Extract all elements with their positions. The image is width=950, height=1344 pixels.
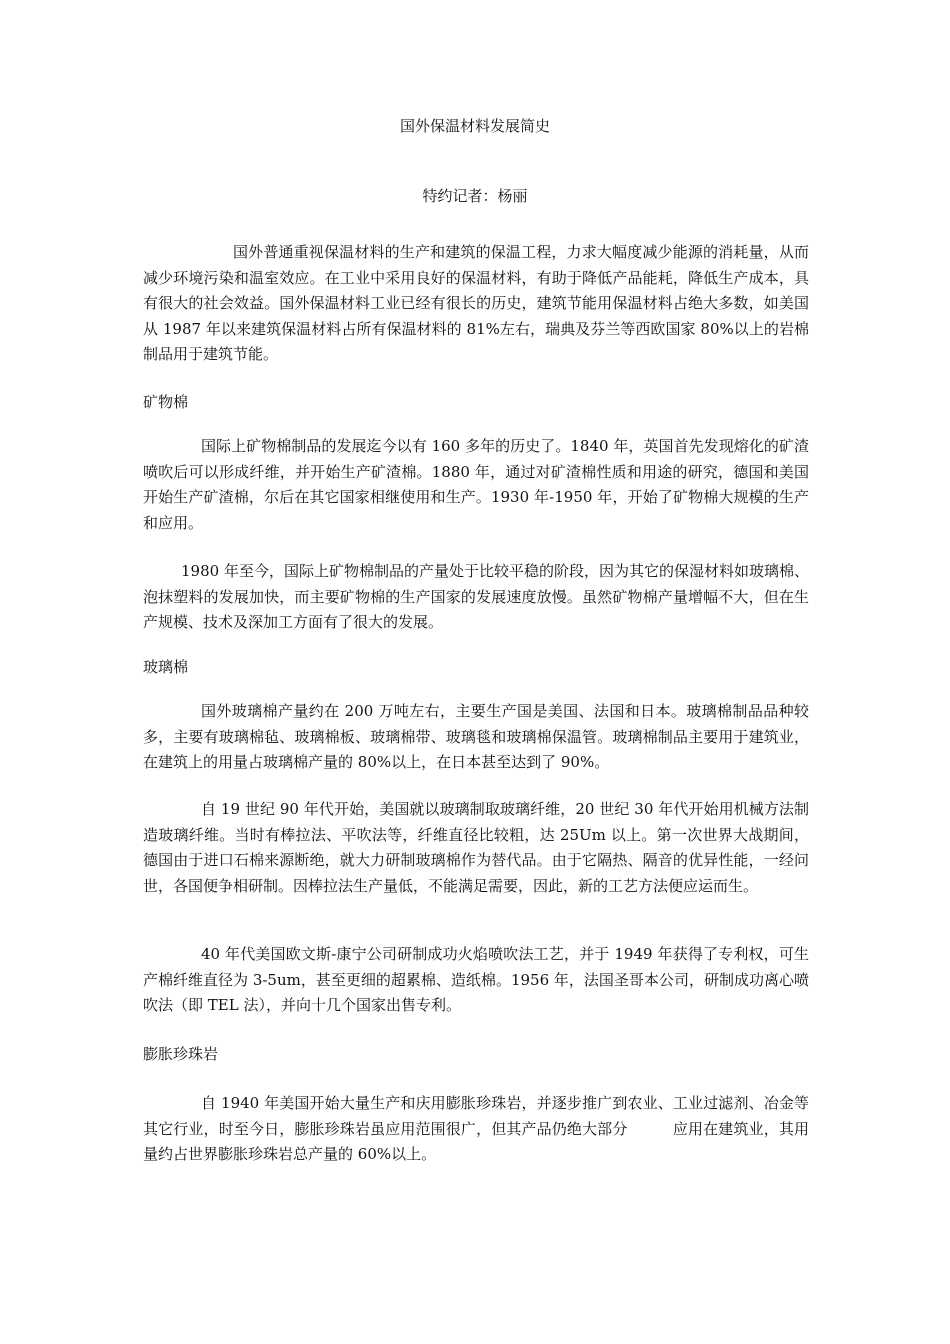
- section-heading-glass-wool: 玻璃棉: [143, 658, 189, 676]
- section-heading-mineral-wool: 矿物棉: [143, 393, 189, 411]
- glass-wool-paragraph-2: 自 19 世纪 90 年代开始，美国就以玻璃制取玻璃纤维，20 世纪 30 年代开始用机械方法制造玻璃纤维。当时有棒拉法、平吹法等，纤维直径比较粗，达 25Um 以上。第一次世界大战期间，德国由于进口石棉来源断绝，就大力研制玻璃棉作为替代品。由于它隔热、隔音的优异性能，一经问世，各国便争相研制。因棒拉法生产量低，不能满足需要，因此，新的工艺方法便应运而生。: [143, 800, 809, 895]
- glass-wool-paragraph-3: 40 年代美国欧文斯-康宁公司研制成功火焰喷吹法工艺，并于 1949 年获得了专利权，可生产棉纤维直径为 3-5um，甚至更细的超累棉、造纸棉。1956 年，法国圣哥本公司，研制成功离心喷吹法（即 TEL 法），并向十几个国家出售专利。: [143, 945, 809, 1014]
- intro-paragraph: 国外普通重视保温材料的生产和建筑的保温工程，力求大幅度减少能源的消耗量，从而减少环境污染和温室效应。在工业中采用良好的保温材料，有助于降低产品能耗，降低生产成本，具有很大的社会效益。国外保温材料工业已经有很长的历史，建筑节能用保温材料占绝大多数，如美国从 1987 年以来建筑保温材料占所有保温材料的 81%左右，瑞典及芬兰等西欧国家 80%以上的岩棉制品用于建筑节能。: [143, 243, 809, 363]
- document-title: 国外保温材料发展简史: [399, 117, 550, 135]
- mineral-wool-paragraph-1: 国际上矿物棉制品的发展迄今以有 160 多年的历史了。1840 年，英国首先发现熔化的矿渣喷吹后可以形成纤维，并开始生产矿渣棉。1880 年，通过对矿渣棉性质和用途的研究，德国和美国开始生产矿渣棉，尔后在其它国家相继使用和生产。1930 年-1950 年，开始了矿物棉大规模的生产和应用。: [143, 437, 809, 532]
- document-byline: 特约记者：杨丽: [422, 187, 528, 205]
- glass-wool-paragraph-1: 国外玻璃棉产量约在 200 万吨左右，主要生产国是美国、法国和日本。玻璃棉制品品种较多，主要有玻璃棉毡、玻璃棉板、玻璃棉带、玻璃毯和玻璃棉保温管。玻璃棉制品主要用于建筑业，在建筑上的用量占玻璃棉产量的 80%以上，在日本甚至达到了 90%。: [143, 702, 809, 771]
- mineral-wool-paragraph-2: 1980 年至今，国际上矿物棉制品的产量处于比较平稳的阶段，因为其它的保湿材料如玻璃棉、泡抹塑料的发展加快，而主要矿物棉的生产国家的发展速度放慢。虽然矿物棉产量增幅不大，但在生产规模、技术及深加工方面有了很大的发展。: [143, 562, 809, 631]
- perlite-paragraph-1: 自 1940 年美国开始大量生产和庆用膨胀珍珠岩，并逐步推广到农业、工业过滤剂、冶金等其它行业，时至今日，膨胀珍珠岩虽应用范围很广，但其产品仍绝大部分 应用在建筑业，其用量约占世界膨胀珍珠岩总产量的 60%以上。: [143, 1094, 809, 1163]
- section-heading-perlite: 膨胀珍珠岩: [143, 1045, 219, 1063]
